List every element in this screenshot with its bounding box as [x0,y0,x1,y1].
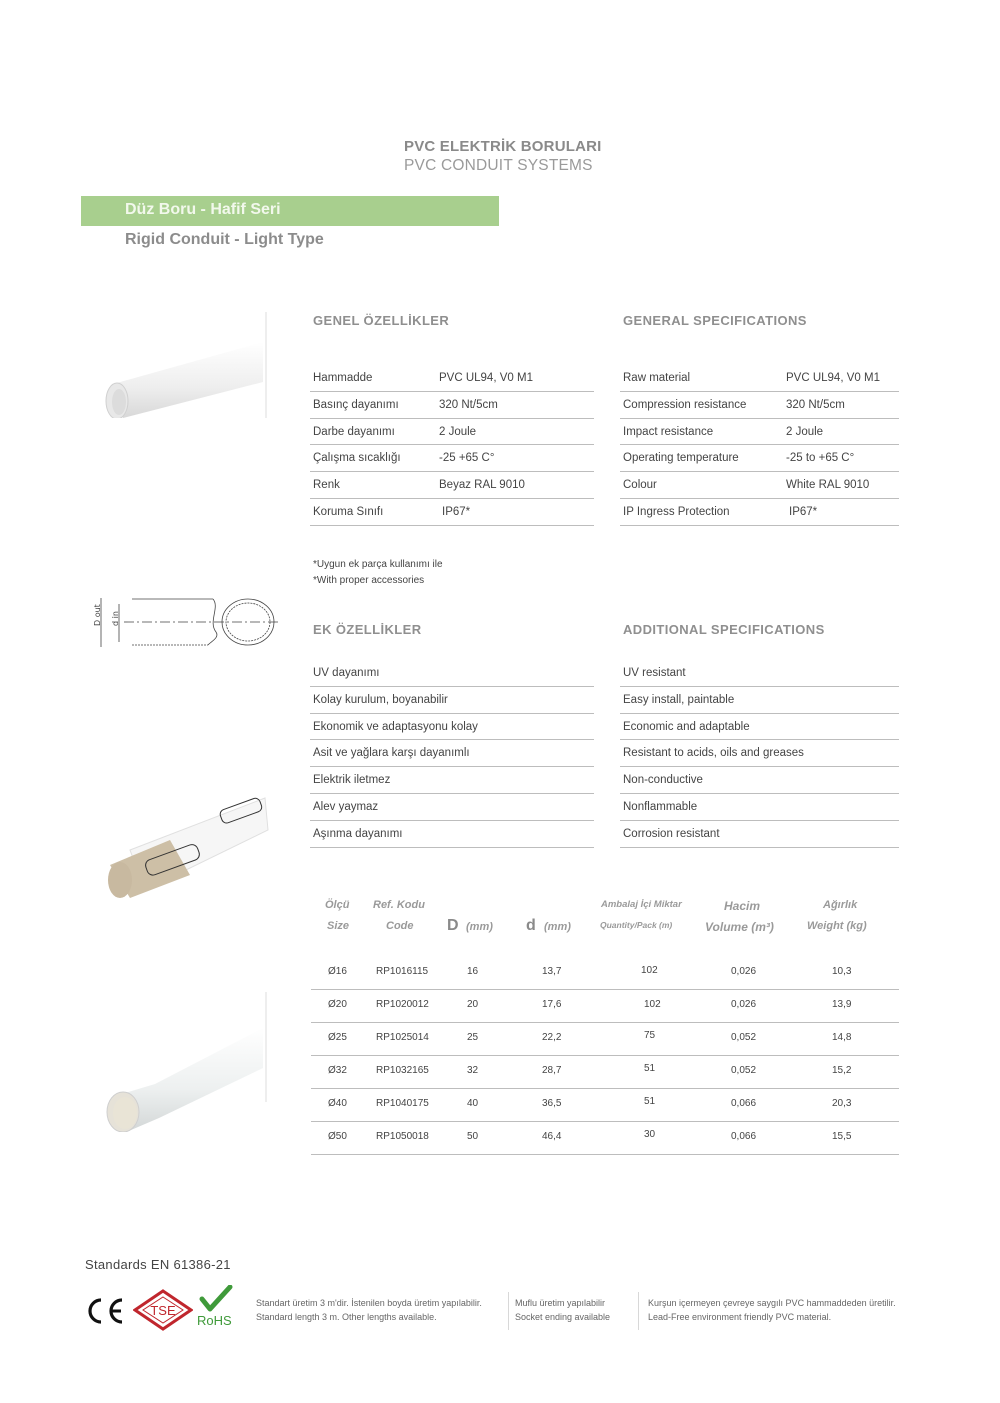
list-item [620,687,899,714]
list-item-text: UV resistant [623,667,686,679]
cell-inner-diameter: 17,6 [542,999,562,1010]
footnote-tr: *Uygun ek parça kullanımı ile [313,559,443,570]
list-item-text: Elektrik iletmez [313,774,391,787]
list-item [620,740,899,767]
footer-note-en: Standard length 3 m. Other lengths available. [256,1312,437,1322]
footer-note-length [256,1296,482,1324]
table-row [311,1089,899,1122]
cell-quantity: 102 [644,999,661,1010]
header-volume-tr: Hacim [724,899,761,913]
list-item [310,740,594,767]
cell-inner-diameter: 36,5 [542,1098,562,1109]
list-item [310,687,594,714]
list-item-text: Corrosion resistant [623,827,720,840]
spec-row [620,392,899,419]
svg-text:TSE: TSE [150,1303,176,1318]
header-qty-tr: Ambalaj İçi Miktar [601,899,682,910]
socket-pipe-image [95,992,267,1132]
spec-label: Compression resistance [623,398,747,411]
spec-value: White RAL 9010 [786,479,870,492]
spec-value: 320 Nt/5cm [786,398,845,411]
tse-mark-icon [133,1289,193,1331]
spec-row [310,445,594,472]
additional-specs-list-tr [310,660,594,848]
heading-general-tr: GENEL ÖZELLİKLER [313,313,450,328]
spec-row [310,499,594,526]
document-subtitle: PVC CONDUIT SYSTEMS [404,157,593,174]
footer-note-leadfree [648,1296,896,1324]
cell-volume: 0,026 [731,966,757,977]
cell-weight: 14,8 [832,1032,852,1043]
list-item [310,794,594,821]
header-weight-tr: Ağırlık [823,899,858,911]
spec-value: IP67* [442,505,471,518]
spec-value: 320 Nt/5cm [439,398,498,411]
additional-specs-list-en [620,660,899,848]
cell-quantity: 51 [644,1063,656,1074]
cell-outer-diameter: 32 [467,1065,479,1076]
footer-note-en: Socket ending available [515,1312,611,1322]
spec-row [620,472,899,499]
general-specs-table-tr [310,365,594,526]
table-row [311,1122,899,1155]
cell-quantity: 30 [644,1129,656,1140]
spec-label: Impact resistance [623,425,714,438]
cell-weight: 15,2 [832,1065,852,1076]
cell-code: RP1025014 [376,1032,429,1043]
cell-quantity: 75 [644,1030,656,1041]
spec-label: IP Ingress Protection [623,505,730,518]
cell-size: Ø50 [328,1131,347,1142]
cell-quantity: 51 [644,1096,656,1107]
product-name-en: Rigid Conduit - Light Type [125,231,324,248]
cell-volume: 0,026 [731,999,757,1010]
cell-inner-diameter: 13,7 [542,966,562,977]
list-item-text: Nonflammable [623,800,698,813]
header-size-en: Size [327,920,350,932]
footer-note-socket [515,1296,610,1324]
spec-label: Çalışma sıcaklığı [313,452,401,465]
list-item [620,767,899,794]
list-item [310,714,594,741]
spec-value: PVC UL94, V0 M1 [786,372,880,384]
spec-value: IP67* [789,505,818,518]
list-item-text: Resistant to acids, oils and greases [623,747,804,760]
heading-general-en: GENERAL SPECIFICATIONS [623,313,807,328]
list-item [310,660,594,687]
cell-volume: 0,066 [731,1098,757,1109]
list-item [620,660,899,687]
cell-quantity: 102 [641,965,658,976]
footer-note-tr: Standart üretim 3 m'dir. İstenilen boyda üretim yapılabilir. [256,1298,482,1308]
cell-inner-diameter: 22,2 [542,1032,562,1043]
list-item-text: Economic and adaptable [623,720,750,733]
diagram-label-outer: D out [93,604,102,626]
list-item-text: Alev yaymaz [313,800,379,813]
spec-row [620,365,899,392]
cell-code: RP1032165 [376,1065,429,1076]
header-weight-en: Weight (kg) [807,920,867,932]
list-item-text: Kolay kurulum, boyanabilir [313,693,448,706]
header-volume-en: Volume (m³) [705,920,774,934]
spec-value: -25 +65 C° [439,452,495,465]
spec-row [310,392,594,419]
list-item-text: Ekonomik ve adaptasyonu kolay [313,720,478,733]
spec-label: Darbe dayanımı [313,425,395,438]
list-item-text: Easy install, paintable [623,693,735,706]
divider [638,1292,639,1330]
spec-label: Hammadde [313,372,373,384]
spec-row [620,499,899,526]
header-code-tr: Ref. Kodu [373,899,425,911]
list-item [620,794,899,821]
cell-size: Ø40 [328,1098,347,1109]
list-item-text: UV dayanımı [313,667,380,679]
list-item [310,767,594,794]
header-outer-diameter-symbol: D [447,917,459,934]
pipe-image-white [95,312,267,418]
cell-outer-diameter: 16 [467,966,479,977]
cell-volume: 0,052 [731,1032,757,1043]
cell-weight: 20,3 [832,1098,852,1109]
svg-text:RoHS: RoHS [197,1313,232,1327]
header-outer-diameter-unit: (mm) [466,921,493,933]
spec-value: Beyaz RAL 9010 [439,479,525,492]
spec-value: -25 to +65 C° [786,452,855,465]
spec-label: Basınç dayanımı [313,398,399,411]
cell-weight: 13,9 [832,999,852,1010]
footer-note-tr: Muflu üretim yapılabilir [515,1298,606,1308]
spec-label: Colour [623,479,657,492]
cell-code: RP1016115 [376,966,429,977]
footer-note-tr: Kurşun içermeyen çevreye saygılı PVC hammaddeden üretilir. [648,1298,896,1308]
table-row [311,957,899,990]
list-item [620,821,899,848]
standards-label: Standards EN 61386-21 [85,1257,231,1272]
cell-outer-diameter: 20 [467,999,479,1010]
heading-additional-tr: EK ÖZELLİKLER [313,622,422,637]
spec-row [620,445,899,472]
spec-row [310,419,594,446]
list-item [310,821,594,848]
header-code-en: Code [386,920,414,932]
cell-inner-diameter: 28,7 [542,1065,562,1076]
header-size-tr: Ölçü [325,899,350,911]
cell-outer-diameter: 25 [467,1032,479,1043]
list-item-text: Asit ve yağlara karşı dayanımlı [313,747,470,760]
table-row [311,1056,899,1089]
cell-code: RP1020012 [376,999,429,1010]
ce-mark-icon [84,1296,126,1326]
spec-value: 2 Joule [786,425,824,438]
cross-section-diagram [88,592,278,652]
cell-code: RP1040175 [376,1098,429,1109]
cell-outer-diameter: 40 [467,1098,479,1109]
diagram-label-inner: d in [111,611,120,626]
product-name-tr: Düz Boru - Hafif Seri [125,201,281,218]
packaged-pipe-image [100,790,270,900]
spec-label: Renk [313,479,340,492]
cell-volume: 0,052 [731,1065,757,1076]
spec-row [310,472,594,499]
spec-label: Operating temperature [623,452,739,465]
general-specs-table-en [620,365,899,526]
footnote-en: *With proper accessories [313,575,425,586]
spec-label: Koruma Sınıfı [313,505,384,518]
cell-weight: 15,5 [832,1131,852,1142]
cell-weight: 10,3 [832,966,852,977]
cell-outer-diameter: 50 [467,1131,479,1142]
heading-additional-en: ADDITIONAL SPECIFICATIONS [623,622,825,637]
document-title: PVC ELEKTRİK BORULARI [404,138,602,155]
table-row [311,1023,899,1056]
spec-row [310,365,594,392]
footer-note-en: Lead-Free environment friendly PVC material. [648,1312,832,1322]
spec-value: 2 Joule [439,425,477,438]
list-item-text: Aşınma dayanımı [313,827,403,840]
table-row [311,990,899,1023]
cell-size: Ø16 [328,966,347,977]
header-inner-diameter-unit: (mm) [544,921,571,933]
list-item-text: Non-conductive [623,774,703,787]
cell-size: Ø32 [328,1065,347,1076]
header-qty-en: Quantity/Pack (m) [600,920,673,930]
header-inner-diameter-symbol: d [526,917,536,934]
spec-label: Raw material [623,372,691,384]
cell-code: RP1050018 [376,1131,429,1142]
cell-inner-diameter: 46,4 [542,1131,562,1142]
list-item [620,714,899,741]
cell-volume: 0,066 [731,1131,757,1142]
spec-value: PVC UL94, V0 M1 [439,372,533,384]
cell-size: Ø25 [328,1032,347,1043]
divider [508,1292,509,1330]
rohs-mark-icon [196,1285,238,1327]
spec-row [620,419,899,446]
cell-size: Ø20 [328,999,347,1010]
